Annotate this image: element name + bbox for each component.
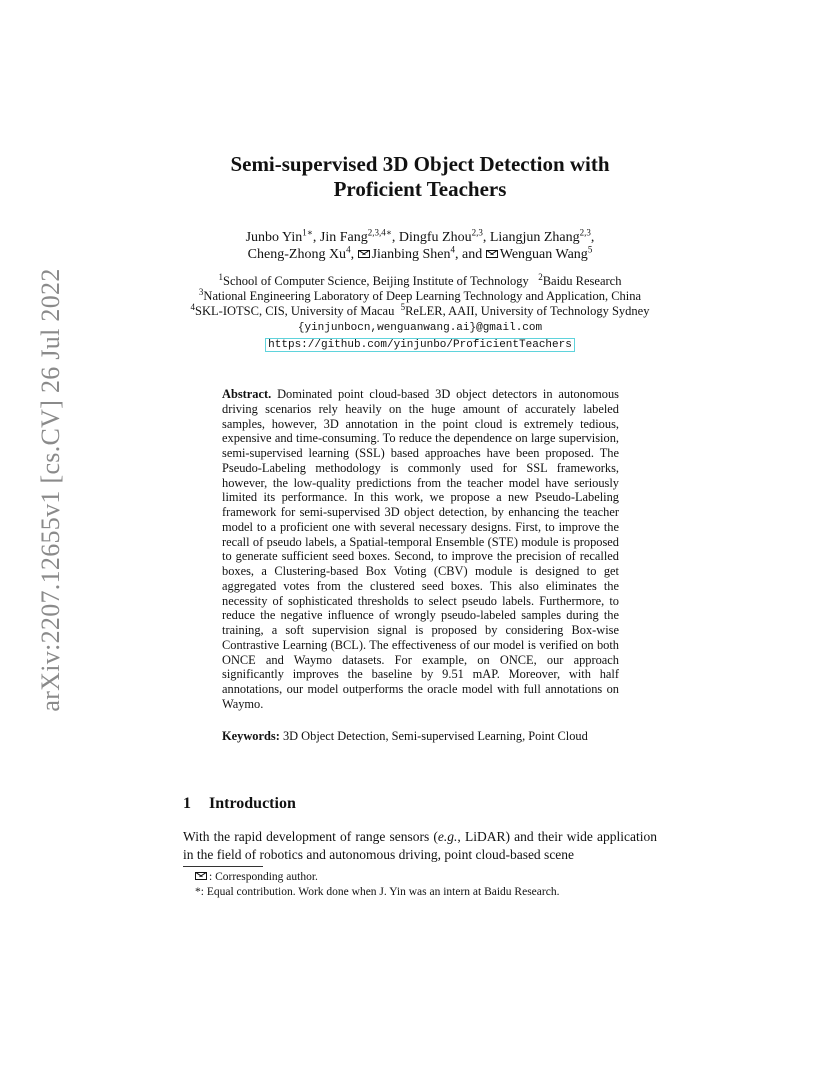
affil-mark: 2 [538, 271, 543, 282]
author-name: Junbo Yin [245, 230, 303, 245]
author-line-2: Cheng-Zhong Xu$^4$, Jianbing Shen$^4$, and Wenguan Wang$^5$ [247, 244, 593, 262]
intro-eg: e.g. [437, 829, 458, 844]
footnote-text: : Corresponding author. [209, 871, 318, 883]
author-list [180, 229, 660, 263]
footnote-equal-contribution [195, 885, 559, 900]
author-name: Jin Fang [319, 230, 368, 245]
affiliation-text: School of Computer Science, Beijing Institute of Technology [223, 274, 529, 288]
keywords-label: Keywords: [222, 729, 280, 743]
author-affil-mark: 5 [587, 244, 593, 255]
affiliation-text: Baidu Research [542, 274, 622, 288]
affiliation-email-line [150, 319, 690, 336]
footnote-text: : Equal contribution. Work done when J. Yin was an intern at Baidu Research. [200, 886, 560, 898]
author-affil-mark: 2,3 [471, 227, 483, 238]
author-conjunction: and [462, 247, 483, 262]
footnote-mark: * [195, 886, 201, 898]
footnotes [195, 870, 559, 900]
author-name: Jianbing Shen [371, 247, 451, 262]
paper-title [180, 152, 660, 202]
author-name: Dingfu Zhou [398, 230, 472, 245]
affiliation-line-1 [150, 271, 690, 289]
author-affil-mark: 2,3 [579, 227, 591, 238]
envelope-icon [486, 250, 498, 258]
affil-mark: 5 [400, 301, 406, 312]
author-name: Liangjun Zhang [489, 230, 580, 245]
keywords-text: 3D Object Detection, Semi-supervised Learning, Point Cloud [282, 729, 588, 743]
abstract [222, 387, 619, 712]
code-repository-link[interactable]: https://github.com/yinjunbo/ProficientTeachers [265, 338, 575, 352]
affiliation-url-line [150, 336, 690, 353]
section-title: Introduction [209, 795, 296, 812]
envelope-icon [358, 250, 370, 258]
arxiv-identifier: arXiv:2207.12655v1 [cs.CV] 26 Jul 2022 [36, 268, 65, 712]
author-affil-mark: 2,3,4∗ [367, 227, 392, 238]
affil-mark: 3 [198, 286, 204, 297]
affiliation-text: SKL-IOTSC, CIS, University of Macau [195, 304, 395, 318]
author-affil-mark: 4 [450, 244, 456, 255]
abstract-label: Abstract. [222, 387, 272, 401]
affil-mark: 1 [218, 271, 224, 282]
affiliation-text: National Engineering Laboratory of Deep Learning Technology and Application, China [203, 289, 642, 303]
author-name: Cheng-Zhong Xu [247, 247, 347, 262]
affiliation-text: ReLER, AAII, University of Technology Sydney [405, 304, 650, 318]
affil-mark: 4 [190, 301, 196, 312]
intro-text: , LiDAR) and their wide application in the field of robotics and autonomous driving, point cloud-based scene [183, 829, 657, 862]
abstract-text: Dominated point cloud-based 3D object detectors in autonomous driving scenarios rely heavily on the huge amount of accurately labeled samples, however, 3D annotation in the point cloud is extremely tedious, expensive and time-consuming. To reduce the dependence on large supervision, semi-supervised learning (SSL) based approaches have been proposed. The Pseudo-Labeling methodology is commonly used for SSL frameworks, however, the low-quality predictions from the teacher model have seriously limited its performance. In this work, we propose a new Pseudo-Labeling framework for semi-supervised 3D object detection, by enhancing the teacher model to a proficient one with several necessary designs. First, to improve the recall of pseudo labels, a Spatial-temporal Ensemble (STE) module is proposed to generate sufficient seed boxes. Second, to improve the precision of recalled boxes, a Clustering-based Box Voting (CBV) module is designed to get aggregated votes from the clustered seed boxes. This also eliminates the necessity of sophisticated thresholds to select pseudo labels. Furthermore, to reduce the negative influence of wrongly pseudo-labeled samples during the training, a soft supervision signal is proposed by considering Box-wise Contrastive Learning (BCL). The effectiveness of our model is verified on both ONCE and Waymo datasets. For example, on ONCE, our approach significantly improves the baseline by 9.51 mAP. Moreover, with half annotations, our model outperforms the oracle model with full annotations on Waymo. [222, 387, 619, 711]
intro-text: With the rapid development of range sensors ( [183, 829, 438, 844]
section-number: 1 [183, 795, 191, 812]
contact-email: {yinjunbocn,wenguanwang.ai}@gmail.com [297, 322, 543, 334]
author-line-1: Junbo Yin$^{1∗}$, Jin Fang$^{2,3,4∗}$, Dingfu Zhou$^{2,3}$, Liangjun Zhang$^{2,3}$, [245, 227, 595, 245]
affiliation-line-2 [150, 286, 690, 304]
keywords [222, 729, 622, 744]
footnote-corresponding [195, 870, 559, 885]
title-line-1: Semi-supervised 3D Object Detection with [230, 152, 610, 176]
author-affil-mark: 1∗ [302, 227, 313, 238]
affiliation-line-3 [150, 301, 690, 319]
title-line-2: Proficient Teachers [333, 177, 507, 201]
section-heading [183, 795, 296, 813]
footnote-divider [183, 866, 263, 867]
intro-paragraph [183, 828, 657, 864]
affiliation-block [150, 271, 690, 353]
author-affil-mark: 4 [346, 244, 351, 255]
author-name: Wenguan Wang [499, 247, 588, 262]
envelope-icon [195, 872, 207, 880]
